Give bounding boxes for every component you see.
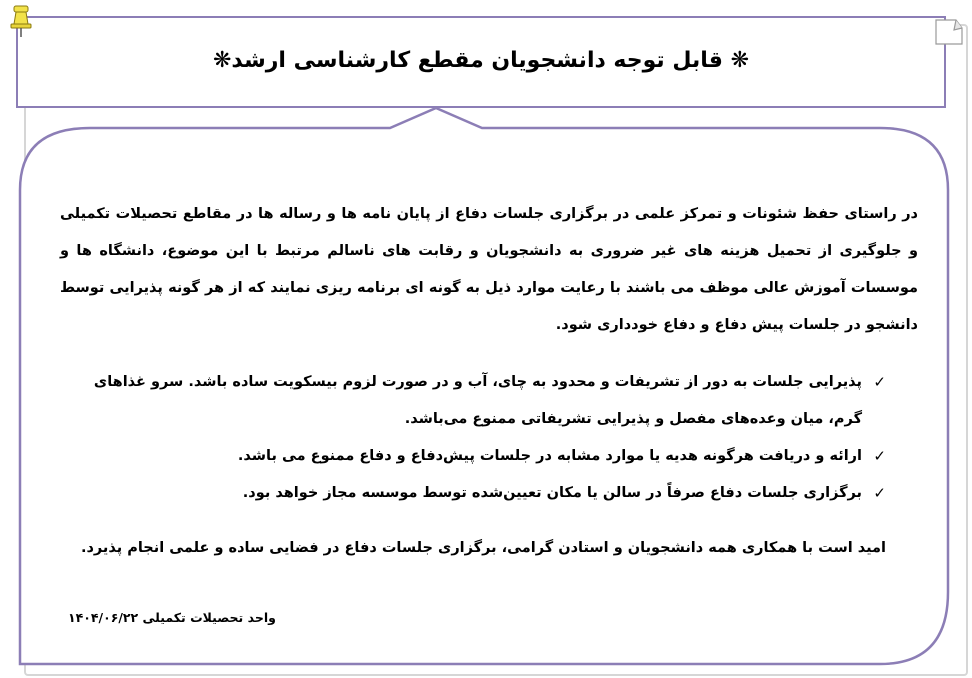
list-item-text: برگزاری جلسات دفاع صرفاً در سالن یا مکان تعیین‌شده توسط موسسه مجاز خواهد بود. bbox=[242, 485, 862, 501]
check-icon: ✓ bbox=[873, 484, 886, 502]
list-item-text: پذیرایی جلسات به دور از تشریفات و محدود به چای، آب و در صورت لزوم بیسکویت ساده باشد. سرو غذاهای گرم، میان وعده‌های مفصل و پذیرایی تشریفاتی ممنوع می‌باشد. bbox=[93, 374, 862, 427]
list-item-text: ارائه و دریافت هرگونه هدیه یا موارد مشابه در جلسات پیش‌دفاع و دفاع ممنوع می باشد. bbox=[237, 448, 862, 464]
rules-list bbox=[60, 364, 918, 512]
list-item bbox=[60, 475, 886, 512]
check-icon: ✓ bbox=[873, 447, 886, 465]
header-box bbox=[16, 16, 946, 108]
closing-paragraph: امید است با همکاری همه دانشجویان و استادن گرامی، برگزاری جلسات دفاع در فضایی ساده و علمی انجام پذیرد. bbox=[80, 540, 886, 556]
list-item bbox=[60, 364, 886, 438]
notice-content bbox=[60, 196, 918, 567]
check-icon: ✓ bbox=[873, 373, 886, 391]
header-title: ❋ قابل توجه دانشجویان مقطع کارشناسی ارشد❋ bbox=[212, 48, 749, 73]
footer-signature: واحد تحصیلات تکمیلی ۱۴۰۴/۰۶/۲۲ bbox=[68, 610, 276, 625]
list-item bbox=[60, 438, 886, 475]
page-fold-icon bbox=[934, 18, 964, 46]
pushpin-icon bbox=[8, 4, 36, 38]
intro-paragraph: در راستای حفظ شئونات و تمرکز علمی در برگزاری جلسات دفاع از پایان نامه ها و رساله ها در مقاطع تحصیلات تکمیلی و جلوگیری از تحمیل هزینه های غیر ضروری به دانشجویان و رقابت های ناسالم مرتبط با این موضوع، دانشگاه ها و موسسات آموزش عالی موظف می باشند با رعایت موارد ذیل به گونه ای برنامه ریزی نمایند که از هر گونه پذیرایی توسط دانشجو در جلسات پیش دفاع و دفاع خودداری شود. bbox=[60, 206, 918, 333]
